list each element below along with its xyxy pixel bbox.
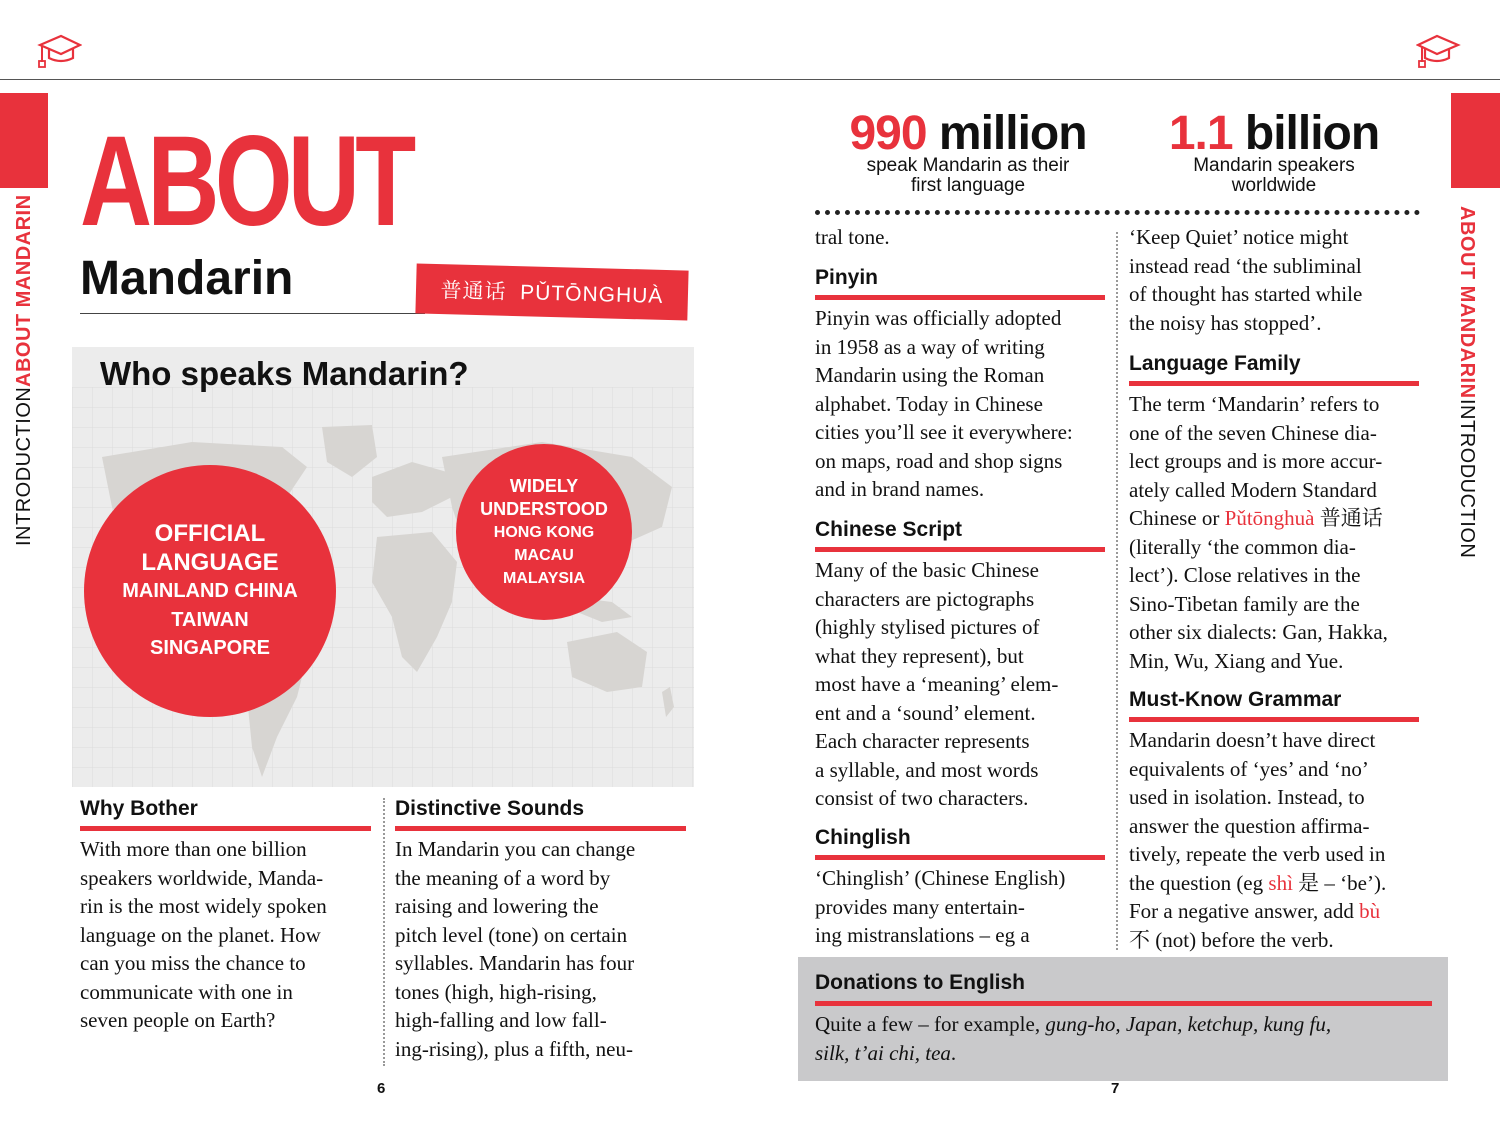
text-line: ent and a ‘sound’ element. xyxy=(815,700,1036,725)
official-language-circle xyxy=(84,465,336,717)
text-line: With more than one billion xyxy=(80,837,307,861)
text-line: Min, Wu, Xiang and Yue. xyxy=(1129,648,1344,673)
text-line: (highly stylised pictures of xyxy=(815,615,1040,639)
text-line: Mandarin doesn’t have direct xyxy=(1129,728,1376,752)
grammar-text xyxy=(1129,726,1429,954)
widely-understood-circle xyxy=(456,444,632,620)
text-line: instead read ‘the subliminal xyxy=(1129,253,1362,278)
widely-label: WIDELY xyxy=(509,475,579,496)
column-divider xyxy=(1116,232,1118,950)
text-line: language on the planet. How xyxy=(80,922,321,947)
text-line: 不 (not) before the verb. xyxy=(1129,927,1334,952)
text-line: cities you’ll see it everywhere: xyxy=(815,420,1073,444)
map-panel xyxy=(72,347,694,787)
widely-place: MALAYSIA xyxy=(502,569,586,587)
text-line: most have a ‘meaning’ elem- xyxy=(815,672,1059,696)
text-line: ing-rising), plus a fifth, neu- xyxy=(395,1036,633,1061)
text-line: (literally ‘the common dia- xyxy=(1129,534,1356,559)
continuation-text xyxy=(1129,223,1429,337)
chinese-script-text xyxy=(815,556,1115,813)
stat-number: 990 xyxy=(849,107,927,160)
text-line: communicate with one in xyxy=(80,979,293,1004)
text-line: one of the seven Chinese dia- xyxy=(1129,420,1377,445)
stat-caption: worldwide xyxy=(1231,175,1317,196)
side-label-topic: ABOUT MANDARIN xyxy=(13,194,35,387)
official-place: SINGAPORE xyxy=(149,637,271,660)
text-line: and in brand names. xyxy=(815,477,985,501)
text-line: Sino-Tibetan family are the xyxy=(1129,591,1360,616)
left-side-label xyxy=(13,194,36,546)
section-rule xyxy=(1129,381,1419,386)
graduation-cap-icon xyxy=(1416,32,1462,68)
map-heading: Who speaks Mandarin? xyxy=(100,355,469,392)
stat-number: 1.1 xyxy=(1168,107,1233,160)
text-line: consist of two characters. xyxy=(815,786,1029,810)
text-line: syllables. Mandarin has four xyxy=(395,951,635,975)
text-line: rin is the most widely spoken xyxy=(80,894,327,918)
official-place: TAIWAN xyxy=(171,608,249,631)
side-label-topic: ABOUT MANDARIN xyxy=(1456,206,1478,399)
stat-unit: million xyxy=(926,107,1087,160)
text-line: equivalents of ‘yes’ and ‘no’ xyxy=(1129,756,1369,781)
donations-text xyxy=(815,1010,1440,1067)
pinyin-term: shì xyxy=(1268,870,1293,895)
section-rule xyxy=(815,855,1105,860)
text-line: the noisy has stopped’. xyxy=(1129,310,1322,335)
text-line: ing mistranslations – eg a xyxy=(815,923,1030,947)
why-bother-heading: Why Bother xyxy=(80,797,198,820)
widely-label: UNDERSTOOD xyxy=(480,498,608,519)
text-line: pitch level (tone) on certain xyxy=(395,922,628,947)
text-line: Pinyin was officially adopted xyxy=(815,306,1062,330)
text-line: other six dialects: Gan, Hakka, xyxy=(1129,620,1388,644)
text-line: Mandarin using the Roman xyxy=(815,363,1045,387)
text-line: ately called Modern Standard xyxy=(1129,477,1377,502)
stat-1-1-billion xyxy=(1168,107,1380,196)
official-label: LANGUAGE xyxy=(141,549,279,577)
text-line: on maps, road and shop signs xyxy=(815,448,1063,473)
putonghua-banner xyxy=(415,263,688,320)
left-side-tab xyxy=(0,93,48,188)
text-line: silk, t’ai chi, tea. xyxy=(815,1040,957,1065)
text-line: In Mandarin you can change xyxy=(395,837,636,861)
section-rule xyxy=(395,826,686,831)
donations-box xyxy=(798,957,1448,1081)
text-line: provides many entertain- xyxy=(815,894,1025,919)
graduation-cap-icon xyxy=(36,32,82,68)
donations-heading: Donations to English xyxy=(815,971,1025,994)
text-line: Chinese or Pǔtōnghuà 普通话 xyxy=(1129,506,1383,530)
stat-caption: speak Mandarin as their xyxy=(866,155,1070,176)
distinctive-sounds-heading: Distinctive Sounds xyxy=(395,797,585,820)
text-line: Many of the basic Chinese xyxy=(815,558,1039,582)
distinctive-sounds-text xyxy=(395,835,695,1063)
page-number: 7 xyxy=(1111,1080,1120,1097)
pinyin-term: Pǔtōnghuà xyxy=(1224,506,1315,530)
stat-caption: Mandarin speakers xyxy=(1193,155,1355,176)
top-rule xyxy=(0,79,1500,80)
text-line: in 1958 as a way of writing xyxy=(815,334,1045,359)
why-bother-text xyxy=(80,835,380,1035)
stat-caption: first language xyxy=(910,175,1026,196)
text-line: ‘Keep Quiet’ notice might xyxy=(1129,225,1349,249)
section-rule xyxy=(815,1001,1432,1006)
text-line: what they represent), but xyxy=(815,643,1024,668)
text-line: high-falling and low fall- xyxy=(395,1008,607,1032)
subtitle-rule xyxy=(80,313,425,314)
widely-place: MACAU xyxy=(514,546,574,564)
text-line: lect’). Close relatives in the xyxy=(1129,563,1361,587)
right-side-label xyxy=(1455,206,1478,558)
official-label: OFFICIAL xyxy=(154,520,266,548)
text-line: raising and lowering the xyxy=(395,894,599,918)
pinyin-text xyxy=(815,304,1115,504)
stat-unit: billion xyxy=(1232,107,1380,160)
language-family-heading: Language Family xyxy=(1129,352,1301,375)
side-label-section: INTRODUCTION xyxy=(1456,398,1478,558)
section-rule xyxy=(80,826,371,831)
text-line: a syllable, and most words xyxy=(815,757,1039,782)
section-rule xyxy=(815,547,1105,552)
text-line: For a negative answer, add bù xyxy=(1129,899,1381,923)
grammar-heading: Must-Know Grammar xyxy=(1129,688,1342,711)
side-label-section: INTRODUCTION xyxy=(13,386,35,546)
text-line: ‘Chinglish’ (Chinese English) xyxy=(815,866,1066,890)
stat-990-million xyxy=(838,107,1098,196)
column-divider xyxy=(383,798,385,1066)
pinyin-heading: Pinyin xyxy=(815,266,879,289)
text-line: the question (eg shì 是 – ‘be’). xyxy=(1129,870,1387,895)
text-line: of thought has started while xyxy=(1129,282,1363,306)
text-line: characters are pictographs xyxy=(815,586,1035,611)
right-side-tab xyxy=(1451,93,1500,188)
text-line: Quite a few – for example, gung-ho, Japan, ketchup, kung fu, xyxy=(815,1012,1332,1036)
banner-text: 普通话 PǓTŌNGHUÀ xyxy=(440,279,664,308)
text-line: tively, repeate the verb used in xyxy=(1129,842,1386,866)
text-line: lect groups and is more accur- xyxy=(1129,449,1383,473)
section-rule xyxy=(815,295,1105,300)
continuation-text: tral tone. xyxy=(815,225,890,249)
section-rule xyxy=(1129,717,1419,722)
text-line: used in isolation. Instead, to xyxy=(1129,785,1365,809)
text-line: answer the question affirma- xyxy=(1129,813,1370,838)
official-place: MAINLAND CHINA xyxy=(122,580,298,603)
widely-place: HONG KONG xyxy=(493,523,595,541)
text-line: can you miss the chance to xyxy=(80,951,306,975)
text-line: alphabet. Today in Chinese xyxy=(815,391,1043,416)
text-line: Each character represents xyxy=(815,729,1030,753)
chinese-script-heading: Chinese Script xyxy=(815,518,963,541)
chinglish-text xyxy=(815,864,1115,950)
language-family-text xyxy=(1129,390,1429,675)
page-number: 6 xyxy=(377,1080,386,1097)
pinyin-term: bù xyxy=(1359,899,1381,923)
page-subtitle: Mandarin xyxy=(80,252,294,305)
text-line: seven people on Earth? xyxy=(80,1008,276,1032)
chinglish-heading: Chinglish xyxy=(815,826,911,849)
page-title: ABOUT xyxy=(80,110,412,253)
text-line: the meaning of a word by xyxy=(395,865,611,890)
text-line: speakers worldwide, Manda- xyxy=(80,865,324,890)
text-line: tones (high, high-rising, xyxy=(395,979,597,1004)
dotted-divider xyxy=(815,210,1420,215)
text-line: The term ‘Mandarin’ refers to xyxy=(1129,392,1380,416)
